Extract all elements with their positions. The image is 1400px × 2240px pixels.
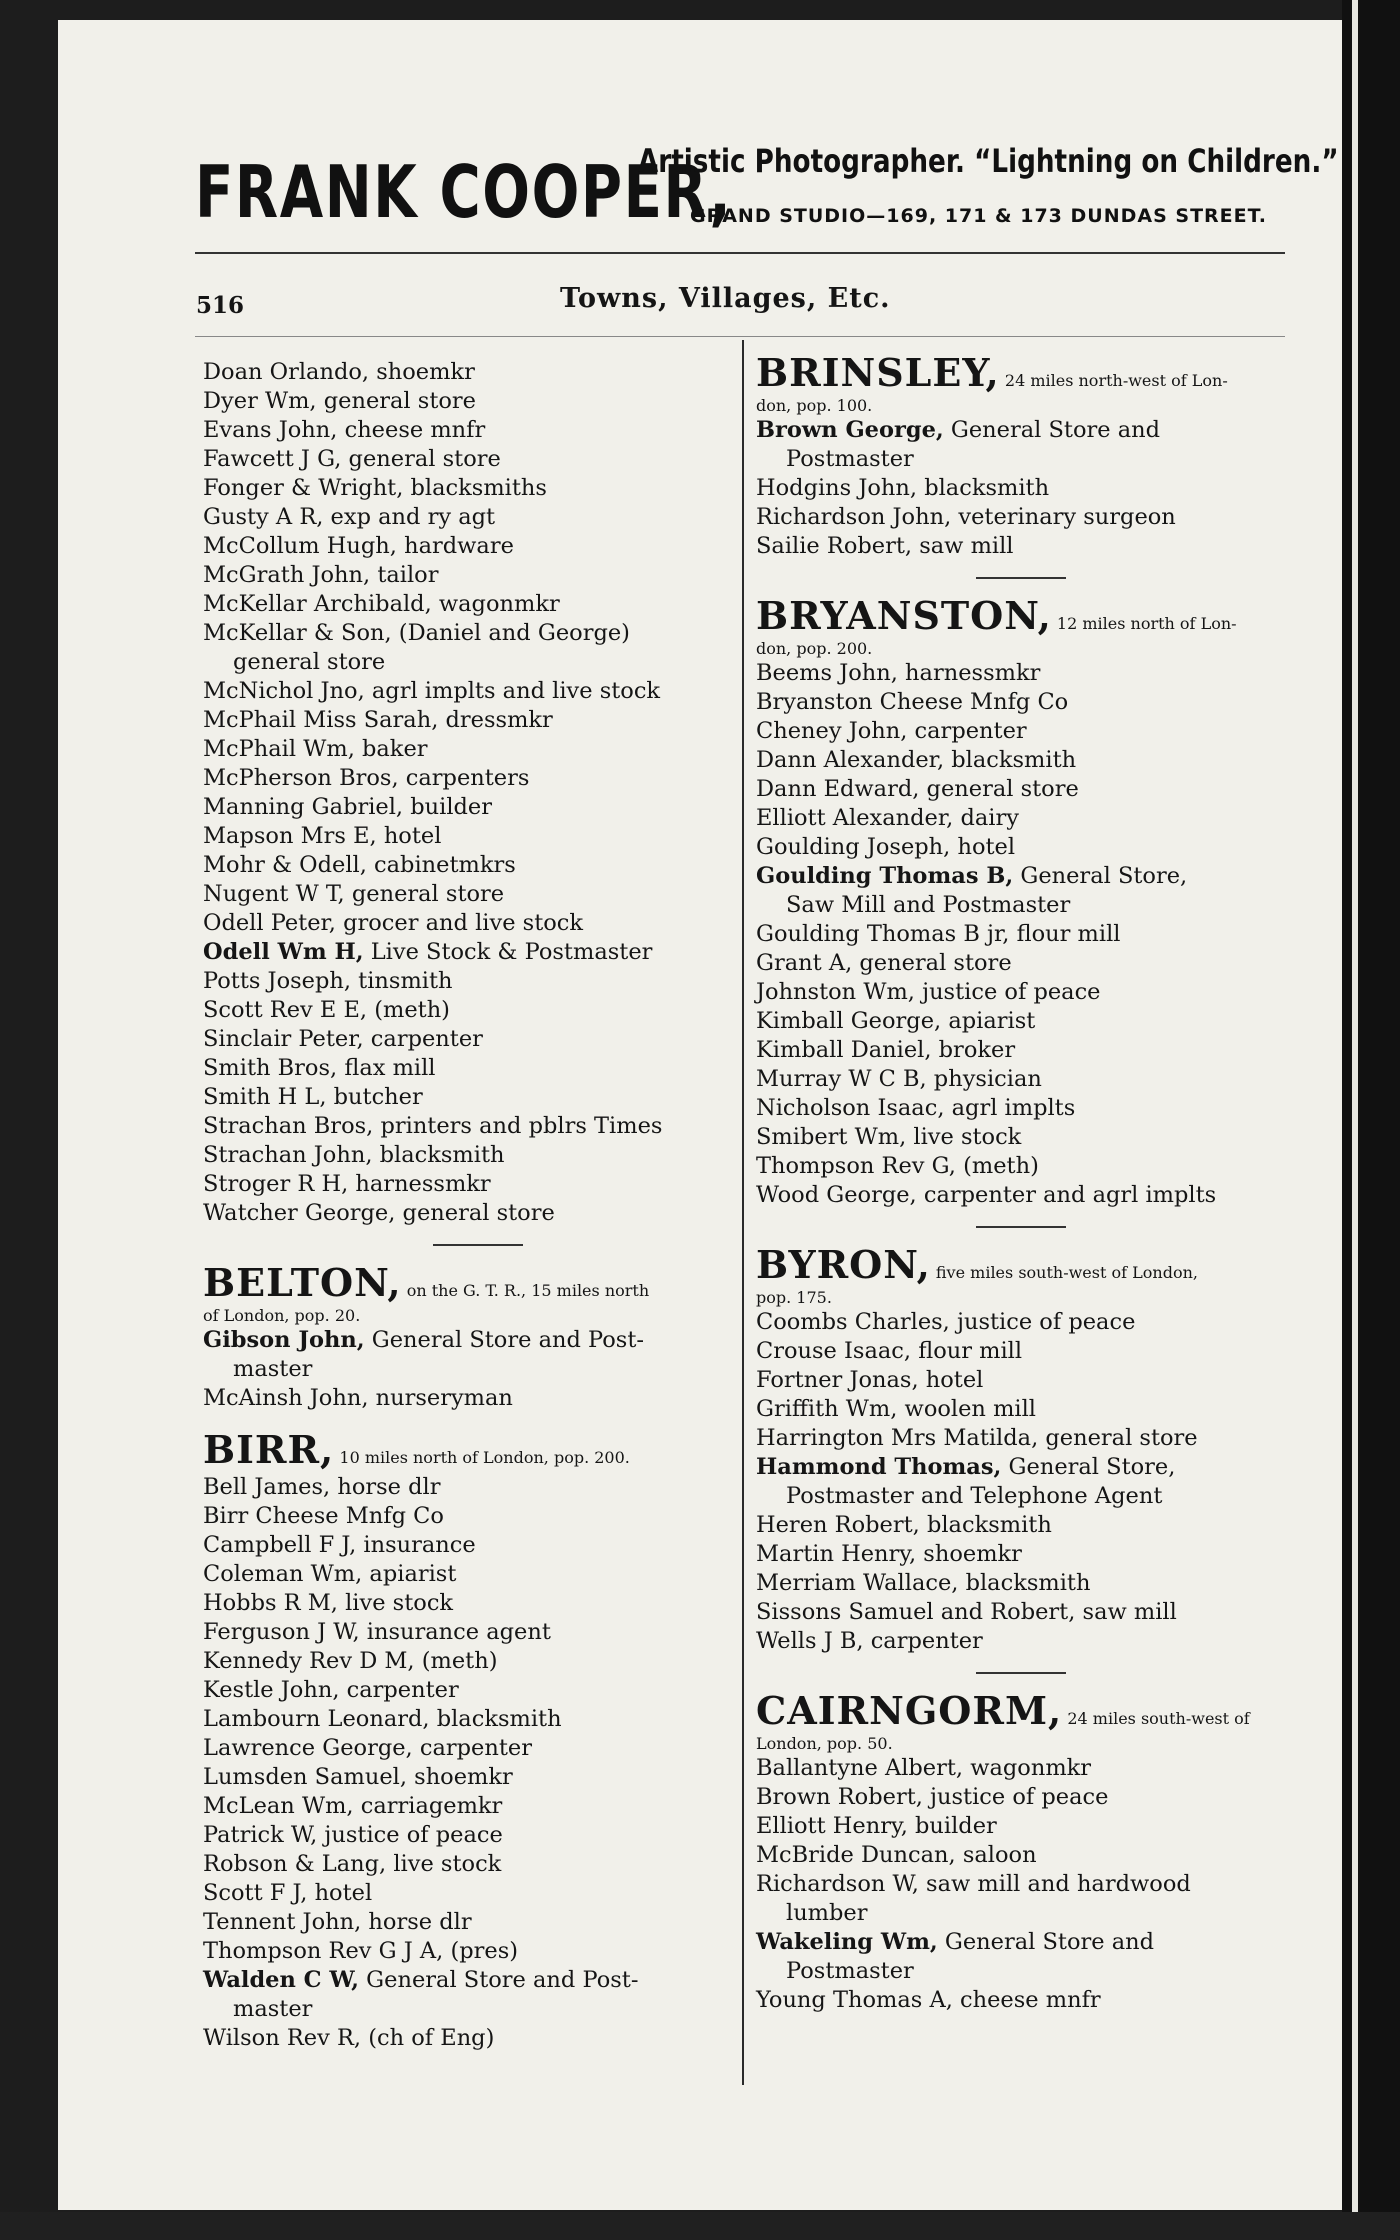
postmaster-entry <box>756 416 1316 445</box>
listing-entry: Wood George, carpenter and agrl implts <box>756 1182 1217 1208</box>
scan-edge-line <box>1352 0 1358 2240</box>
listing-continuation: master <box>233 1356 313 1382</box>
listing-entry: Gusty A R, exp and ry agt <box>203 504 496 530</box>
listing-entry: Kennedy Rev D M, (meth) <box>203 1648 498 1674</box>
listing-entry: McBride Duncan, saloon <box>756 1842 1037 1868</box>
town-description-cont: don, pop. 100. <box>756 396 873 415</box>
listing-entry: Smibert Wm, live stock <box>756 1124 1022 1150</box>
listing-entry: Martin Henry, shoemkr <box>756 1541 1022 1567</box>
listing-entry: Stroger R H, harnessmkr <box>203 1171 491 1197</box>
listing-entry: Scott Rev E E, (meth) <box>203 997 450 1023</box>
town-name: BELTON, <box>203 1260 402 1305</box>
listing-entry: Ballantyne Albert, wagonmkr <box>756 1755 1092 1781</box>
listing-entry: Young Thomas A, cheese mnfr <box>756 1987 1101 2013</box>
postmaster-entry <box>203 1326 743 1355</box>
town-section-birr <box>203 1427 743 2053</box>
postmaster-description: Live Stock & Postmaster <box>363 939 653 965</box>
listing-entry: Richardson W, saw mill and hardwood <box>756 1871 1191 1897</box>
scan-edge-right <box>1342 0 1400 2240</box>
listing-entry: Fawcett J G, general store <box>203 446 501 472</box>
listing-continuation: Postmaster <box>786 1958 914 1984</box>
listing-entry: Mohr & Odell, cabinetmkrs <box>203 852 516 878</box>
town-heading <box>756 1688 1316 1734</box>
listing-entry: Robson & Lang, live stock <box>203 1851 502 1877</box>
listing-entry: Doan Orlando, shoemkr <box>203 359 475 385</box>
listing-entry: Crouse Isaac, flour mill <box>756 1338 1023 1364</box>
listing-entry: McLean Wm, carriagemkr <box>203 1793 503 1819</box>
listing-entry: Sailie Robert, saw mill <box>756 533 1014 559</box>
continued-listings <box>203 358 743 1228</box>
section-separator <box>976 577 1066 579</box>
listing-entry: Brown Robert, justice of peace <box>756 1784 1109 1810</box>
listing-entry: Elliott Henry, builder <box>756 1813 997 1839</box>
listing-continuation: general store <box>233 649 386 675</box>
listing-entry: Harrington Mrs Matilda, general store <box>756 1425 1198 1451</box>
listing-entry: Strachan John, blacksmith <box>203 1142 505 1168</box>
postmaster-name: Goulding Thomas B, <box>756 863 1014 889</box>
postmaster-name: Brown George, <box>756 417 944 443</box>
postmaster-name: Gibson John, <box>203 1327 365 1353</box>
town-section-bryanston <box>756 593 1316 1210</box>
listing-entry: Grant A, general store <box>756 950 1012 976</box>
town-heading <box>203 1427 743 1473</box>
listing-continuation: Saw Mill and Postmaster <box>786 892 1071 918</box>
listing-entry: McKellar & Son, (Daniel and George) <box>203 620 630 646</box>
postmaster-name: Wakeling Wm, <box>756 1929 938 1955</box>
town-name: BRINSLEY, <box>756 350 1000 395</box>
listing-entry: McPhail Wm, baker <box>203 736 428 762</box>
town-description-cont: don, pop. 200. <box>756 639 873 658</box>
listing-entry: Campbell F J, insurance <box>203 1532 476 1558</box>
advertiser-tagline: Artistic Photographer. “Lightning on Children.” <box>638 142 1339 180</box>
town-section-belton <box>203 1260 743 1413</box>
listing-entry: Murray W C B, physician <box>756 1066 1042 1092</box>
listing-entry: Kimball Daniel, broker <box>756 1037 1016 1063</box>
running-title: Towns, Villages, Etc. <box>560 283 891 314</box>
listing-continuation: lumber <box>786 1900 868 1926</box>
listing-entry: Bryanston Cheese Mnfg Co <box>756 689 1069 715</box>
postmaster-description: General Store and Post- <box>359 1967 639 1993</box>
listing-entry: Watcher George, general store <box>203 1200 555 1226</box>
town-heading <box>756 1242 1316 1288</box>
listing-entry: Richardson John, veterinary surgeon <box>756 504 1176 530</box>
listing-entry: Dann Edward, general store <box>756 776 1079 802</box>
listing-entry: Tennent John, horse dlr <box>203 1909 472 1935</box>
town-description-cont: London, pop. 50. <box>756 1734 893 1753</box>
advertiser-studio-address: GRAND STUDIO—169, 171 & 173 DUNDAS STREET. <box>690 205 1267 227</box>
listing-entry: Kestle John, carpenter <box>203 1677 459 1703</box>
town-name: BYRON, <box>756 1242 931 1287</box>
listing-entry: Griffith Wm, woolen mill <box>756 1396 1036 1422</box>
town-heading <box>203 1260 743 1306</box>
listing-entry: Ferguson J W, insurance agent <box>203 1619 551 1645</box>
listing-entry: Sissons Samuel and Robert, saw mill <box>756 1599 1177 1625</box>
listing-entry: Coombs Charles, justice of peace <box>756 1309 1136 1335</box>
postmaster-name: Walden C W, <box>203 1967 360 1993</box>
town-heading <box>756 593 1316 639</box>
town-description: 10 miles north of London, pop. 200. <box>334 1448 630 1467</box>
header-rule <box>195 252 1285 254</box>
town-name: CAIRNGORM, <box>756 1688 1063 1733</box>
listing-entry: Patrick W, justice of peace <box>203 1822 503 1848</box>
postmaster-entry <box>203 938 743 967</box>
listing-entry: Birr Cheese Mnfg Co <box>203 1503 444 1529</box>
listing-entry: Lambourn Leonard, blacksmith <box>203 1706 562 1732</box>
listing-entry: McCollum Hugh, hardware <box>203 533 514 559</box>
listing-entry: Odell Peter, grocer and live stock <box>203 910 584 936</box>
listing-entry: Potts Joseph, tinsmith <box>203 968 453 994</box>
section-separator <box>433 1244 523 1246</box>
listing-entry: McAinsh John, nurseryman <box>203 1385 513 1411</box>
listing-entry: Manning Gabriel, builder <box>203 794 492 820</box>
postmaster-entry <box>203 1966 743 1995</box>
listing-entry: Cheney John, carpenter <box>756 718 1027 744</box>
listing-entry: Merriam Wallace, blacksmith <box>756 1570 1091 1596</box>
postmaster-description: General Store, <box>1001 1454 1176 1480</box>
town-name: BRYANSTON, <box>756 593 1052 638</box>
listing-entry: Sinclair Peter, carpenter <box>203 1026 483 1052</box>
listing-entry: Goulding Thomas B jr, flour mill <box>756 921 1121 947</box>
listing-entry: McPherson Bros, carpenters <box>203 765 530 791</box>
listing-entry: Kimball George, apiarist <box>756 1008 1036 1034</box>
listing-entry: Hobbs R M, live stock <box>203 1590 454 1616</box>
town-section-byron <box>756 1242 1316 1656</box>
listing-entry: Fortner Jonas, hotel <box>756 1367 984 1393</box>
town-description: 12 miles north of Lon- <box>1051 614 1237 633</box>
listing-entry: Dann Alexander, blacksmith <box>756 747 1077 773</box>
right-column <box>756 350 1316 2015</box>
town-description-cont: of London, pop. 20. <box>203 1306 361 1325</box>
listing-entry: Evans John, cheese mnfr <box>203 417 486 443</box>
postmaster-entry <box>756 1928 1316 1957</box>
listing-entry: Hodgins John, blacksmith <box>756 475 1050 501</box>
listing-entry: Nugent W T, general store <box>203 881 505 907</box>
town-description-cont: pop. 175. <box>756 1288 832 1307</box>
postmaster-entry <box>756 862 1316 891</box>
scan-edge-bottom <box>0 2212 1400 2240</box>
postmaster-name: Hammond Thomas, <box>756 1454 1002 1480</box>
listing-entry: McGrath John, tailor <box>203 562 439 588</box>
listing-entry: Nicholson Isaac, agrl implts <box>756 1095 1076 1121</box>
town-section-cairngorm <box>756 1688 1316 2015</box>
postmaster-description: General Store, <box>1013 863 1188 889</box>
listing-entry: Strachan Bros, printers and pblrs Times <box>203 1113 663 1139</box>
postmaster-name: Odell Wm H, <box>203 939 364 965</box>
listing-continuation: Postmaster and Telephone Agent <box>786 1483 1163 1509</box>
town-description: 24 miles north-west of Lon- <box>999 371 1228 390</box>
postmaster-description: General Store and <box>943 417 1161 443</box>
listing-entry: McNichol Jno, agrl implts and live stock <box>203 678 661 704</box>
postmaster-description: General Store and <box>937 1929 1155 1955</box>
section-separator <box>976 1226 1066 1228</box>
listing-entry: Bell James, horse dlr <box>203 1474 441 1500</box>
town-section-brinsley <box>756 350 1316 561</box>
listing-entry: Thompson Rev G, (meth) <box>756 1153 1039 1179</box>
listing-entry: Lumsden Samuel, shoemkr <box>203 1764 513 1790</box>
listing-entry: Dyer Wm, general store <box>203 388 476 414</box>
listing-entry: Smith H L, butcher <box>203 1084 423 1110</box>
listing-entry: Heren Robert, blacksmith <box>756 1512 1052 1538</box>
left-column <box>203 358 743 2053</box>
listing-entry: McPhail Miss Sarah, dressmkr <box>203 707 553 733</box>
listing-entry: Mapson Mrs E, hotel <box>203 823 442 849</box>
listing-entry: Lawrence George, carpenter <box>203 1735 532 1761</box>
town-name: BIRR, <box>203 1427 335 1472</box>
page-number: 516 <box>196 292 245 319</box>
listing-entry: Coleman Wm, apiarist <box>203 1561 457 1587</box>
listing-continuation: Postmaster <box>786 446 914 472</box>
listing-entry: McKellar Archibald, wagonmkr <box>203 591 560 617</box>
listing-entry: Thompson Rev G J A, (pres) <box>203 1938 519 1964</box>
listing-entry: Goulding Joseph, hotel <box>756 834 1016 860</box>
listing-entry: Wells J B, carpenter <box>756 1628 983 1654</box>
postmaster-entry <box>756 1453 1316 1482</box>
town-heading <box>756 350 1316 396</box>
listing-entry: Scott F J, hotel <box>203 1880 373 1906</box>
listing-entry: Elliott Alexander, dairy <box>756 805 1019 831</box>
town-description: five miles south-west of London, <box>930 1263 1198 1282</box>
listing-entry: Fonger & Wright, blacksmiths <box>203 475 547 501</box>
section-separator <box>976 1672 1066 1674</box>
listing-entry: Smith Bros, flax mill <box>203 1055 436 1081</box>
listing-entry: Johnston Wm, justice of peace <box>756 979 1101 1005</box>
advertiser-name: FRANK COOPER, <box>195 150 733 234</box>
postmaster-description: General Store and Post- <box>364 1327 644 1353</box>
listing-entry: Wilson Rev R, (ch of Eng) <box>203 2025 495 2051</box>
town-description: 24 miles south-west of <box>1062 1709 1250 1728</box>
listing-entry: Beems John, harnessmkr <box>756 660 1041 686</box>
town-description: on the G. T. R., 15 miles north <box>401 1281 650 1300</box>
listing-continuation: master <box>233 1996 313 2022</box>
top-rule <box>195 336 1285 337</box>
